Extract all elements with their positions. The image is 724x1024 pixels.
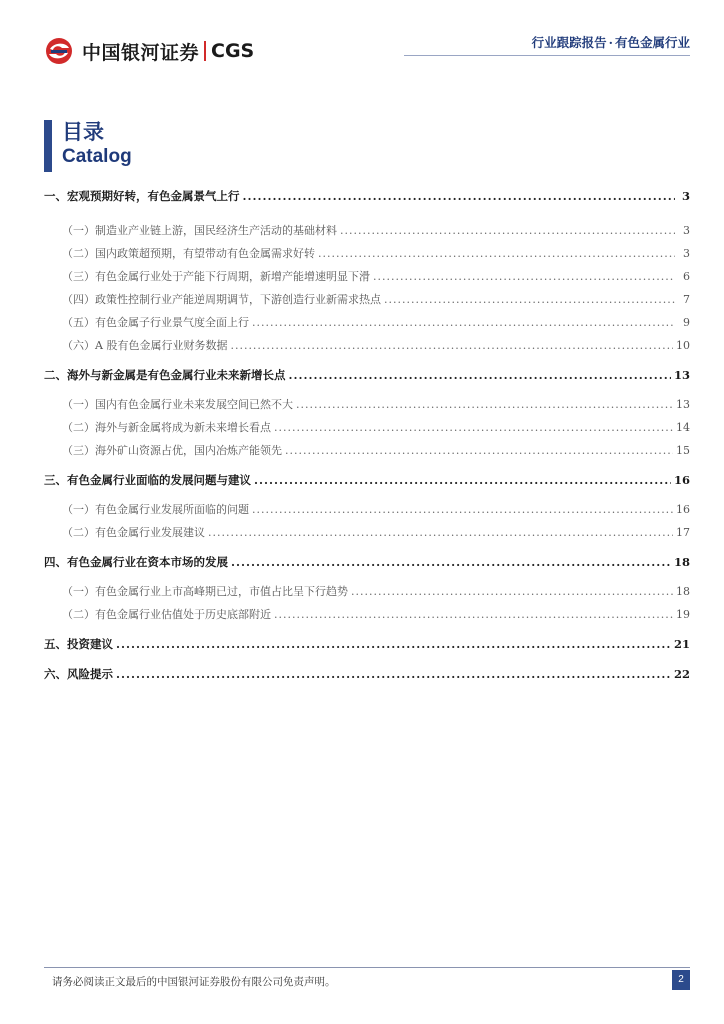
toc-title: 有色金属行业在资本市场的发展: [67, 555, 228, 569]
toc-page: 15: [676, 444, 690, 457]
toc-leader: [296, 398, 673, 411]
toc-title: 国内有色金属行业未来发展空间已然不大: [95, 398, 293, 411]
toc-page: 22: [673, 667, 690, 681]
toc-page: 3: [681, 189, 690, 203]
catalog-accent-bar: [44, 120, 52, 172]
toc-title: 国内政策超预期，有望带动有色金属需求好转: [95, 247, 315, 260]
toc-entry[interactable]: [44, 314, 690, 330]
toc-number: （一）: [62, 503, 95, 516]
toc-number: （六）: [62, 339, 95, 352]
toc-leader: [384, 293, 675, 306]
toc-number: 二、: [44, 368, 67, 382]
toc-number: （三）: [62, 270, 95, 283]
toc-page: 13: [676, 398, 690, 411]
toc-number: （二）: [62, 608, 95, 621]
toc-number: 一、: [44, 189, 67, 203]
toc-title: 有色金属行业处于产能下行周期，新增产能增速明显下滑: [95, 270, 370, 283]
toc-page: 17: [676, 526, 690, 539]
logo-chinese-text: 中国银河证券: [82, 41, 200, 64]
toc-entry[interactable]: [44, 245, 690, 261]
industry-name: 有色金属行业: [614, 35, 690, 50]
toc-leader: [208, 526, 673, 539]
toc-leader: [116, 637, 671, 651]
toc-leader: [351, 585, 673, 598]
toc-number: 五、: [44, 637, 67, 651]
toc-page: 16: [676, 503, 690, 516]
cgs-logo-icon: [42, 36, 76, 66]
toc-entry[interactable]: [44, 268, 690, 284]
toc-page: 19: [676, 608, 690, 621]
toc-entry[interactable]: [44, 188, 690, 204]
toc-page: 13: [673, 368, 690, 382]
toc-leader: [274, 421, 673, 434]
toc-title: 有色金属子行业景气度全面上行: [95, 316, 249, 329]
toc-title: 海外与新金属是有色金属行业未来新增长点: [67, 368, 286, 382]
page-number-badge: 2: [672, 970, 690, 990]
toc-page: 7: [683, 293, 690, 306]
toc-number: 四、: [44, 555, 67, 569]
toc-page: 21: [673, 637, 690, 651]
toc-title: 投资建议: [67, 637, 113, 651]
toc-page: 3: [683, 224, 690, 237]
catalog-heading: [44, 120, 132, 172]
toc-title: 有色金属行业发展建议: [95, 526, 205, 539]
toc-page: 6: [683, 270, 690, 283]
toc-leader: [230, 339, 673, 352]
toc-leader: [116, 667, 671, 681]
toc-page: 14: [676, 421, 690, 434]
toc-entry[interactable]: [44, 524, 690, 540]
toc-page: 18: [676, 585, 690, 598]
company-logo: [42, 36, 254, 66]
toc-entry[interactable]: [44, 396, 690, 412]
toc-number: （二）: [62, 526, 95, 539]
toc-title: 有色金属行业面临的发展问题与建议: [67, 473, 251, 487]
header-separator: ·: [608, 35, 613, 50]
toc-number: （四）: [62, 293, 95, 306]
toc-page: 10: [676, 339, 690, 352]
toc-number: （二）: [62, 421, 95, 434]
catalog-title-cn: 目录: [62, 119, 104, 144]
toc-entry[interactable]: [44, 222, 690, 238]
toc-entry[interactable]: [44, 442, 690, 458]
toc-page: 3: [683, 247, 690, 260]
toc-leader: [252, 503, 673, 516]
report-header-title: [532, 33, 690, 51]
toc-entry[interactable]: [44, 419, 690, 435]
toc-number: （二）: [62, 247, 95, 260]
toc-leader: [285, 444, 673, 457]
toc-entry[interactable]: [44, 337, 690, 353]
toc-title: 有色金属行业发展所面临的问题: [95, 503, 249, 516]
toc-entry[interactable]: [44, 606, 690, 622]
toc-leader: [243, 189, 676, 203]
toc-entry[interactable]: [44, 636, 690, 652]
toc-number: 六、: [44, 667, 67, 681]
catalog-title-en: Catalog: [62, 146, 132, 167]
toc-number: （五）: [62, 316, 95, 329]
toc-number: 三、: [44, 473, 67, 487]
toc-title: 宏观预期好转，有色金属景气上行: [67, 189, 240, 203]
footer-divider: [44, 967, 690, 968]
toc-number: （一）: [62, 585, 95, 598]
toc-entry[interactable]: [44, 583, 690, 599]
toc-entry[interactable]: [44, 666, 690, 682]
toc-leader: [289, 368, 671, 382]
toc-leader: [373, 270, 675, 283]
toc-page: 9: [683, 316, 690, 329]
toc-page: 16: [673, 473, 690, 487]
logo-english-text: CGS: [211, 40, 255, 62]
toc-title: 海外矿山资源占优，国内冶炼产能领先: [95, 444, 282, 457]
toc-entry[interactable]: [44, 367, 690, 383]
toc-number: （三）: [62, 444, 95, 457]
toc-leader: [340, 224, 675, 237]
logo-separator: [204, 41, 206, 61]
toc-leader: [231, 555, 671, 569]
toc-title: 制造业产业链上游，国民经济生产活动的基础材料: [95, 224, 337, 237]
header-divider: [404, 55, 690, 56]
report-type: 行业跟踪报告: [531, 35, 607, 50]
toc-title: 有色金属行业上市高峰期已过，市值占比呈下行趋势: [95, 585, 348, 598]
toc-title: A 股有色金属行业财务数据: [95, 339, 228, 352]
toc-title: 海外与新金属将成为新未来增长看点: [95, 421, 271, 434]
toc-leader: [274, 608, 673, 621]
toc-page: 18: [673, 555, 690, 569]
toc-entry[interactable]: [44, 501, 690, 517]
toc-leader: [254, 473, 671, 487]
toc-leader: [252, 316, 675, 329]
toc-entry[interactable]: [44, 291, 690, 307]
toc-title: 政策性控制行业产能逆周期调节，下游创造行业新需求热点: [95, 293, 381, 306]
toc-number: （一）: [62, 224, 95, 237]
footer-disclaimer: 请务必阅读正文最后的中国银河证券股份有限公司免责声明。: [52, 976, 336, 988]
toc-entry[interactable]: [44, 472, 690, 488]
toc-title: 有色金属行业估值处于历史底部附近: [95, 608, 271, 621]
toc-number: （一）: [62, 398, 95, 411]
toc-leader: [318, 247, 675, 260]
toc-entry[interactable]: [44, 554, 690, 570]
toc-title: 风险提示: [67, 667, 113, 681]
